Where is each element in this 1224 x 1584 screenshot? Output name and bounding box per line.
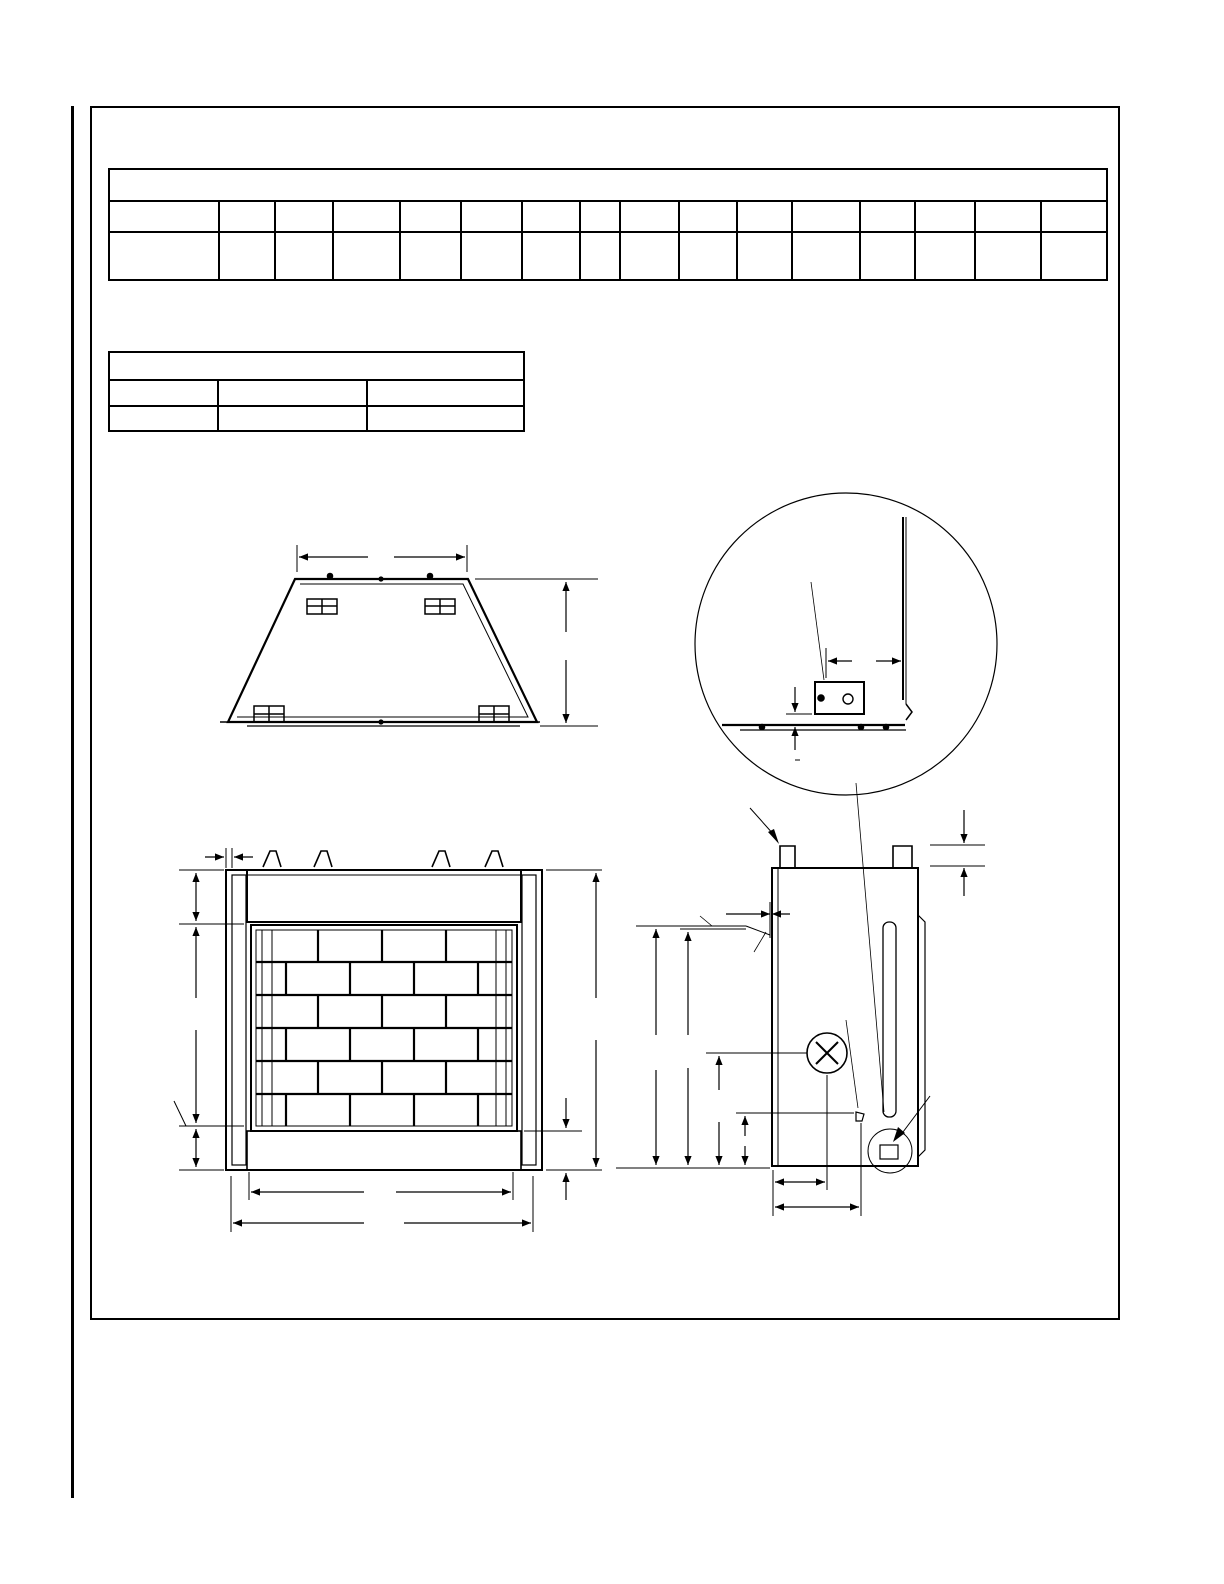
front-hood [247, 870, 521, 922]
top-view [220, 545, 598, 726]
front-view [174, 848, 602, 1232]
refractory-brick-pattern [256, 930, 512, 1126]
top-view-body [228, 579, 537, 722]
detail-view [695, 493, 997, 795]
vent-bracket [254, 599, 509, 722]
side-view [616, 783, 985, 1216]
detail-circle [695, 493, 997, 795]
front-outer-frame [226, 870, 542, 1170]
